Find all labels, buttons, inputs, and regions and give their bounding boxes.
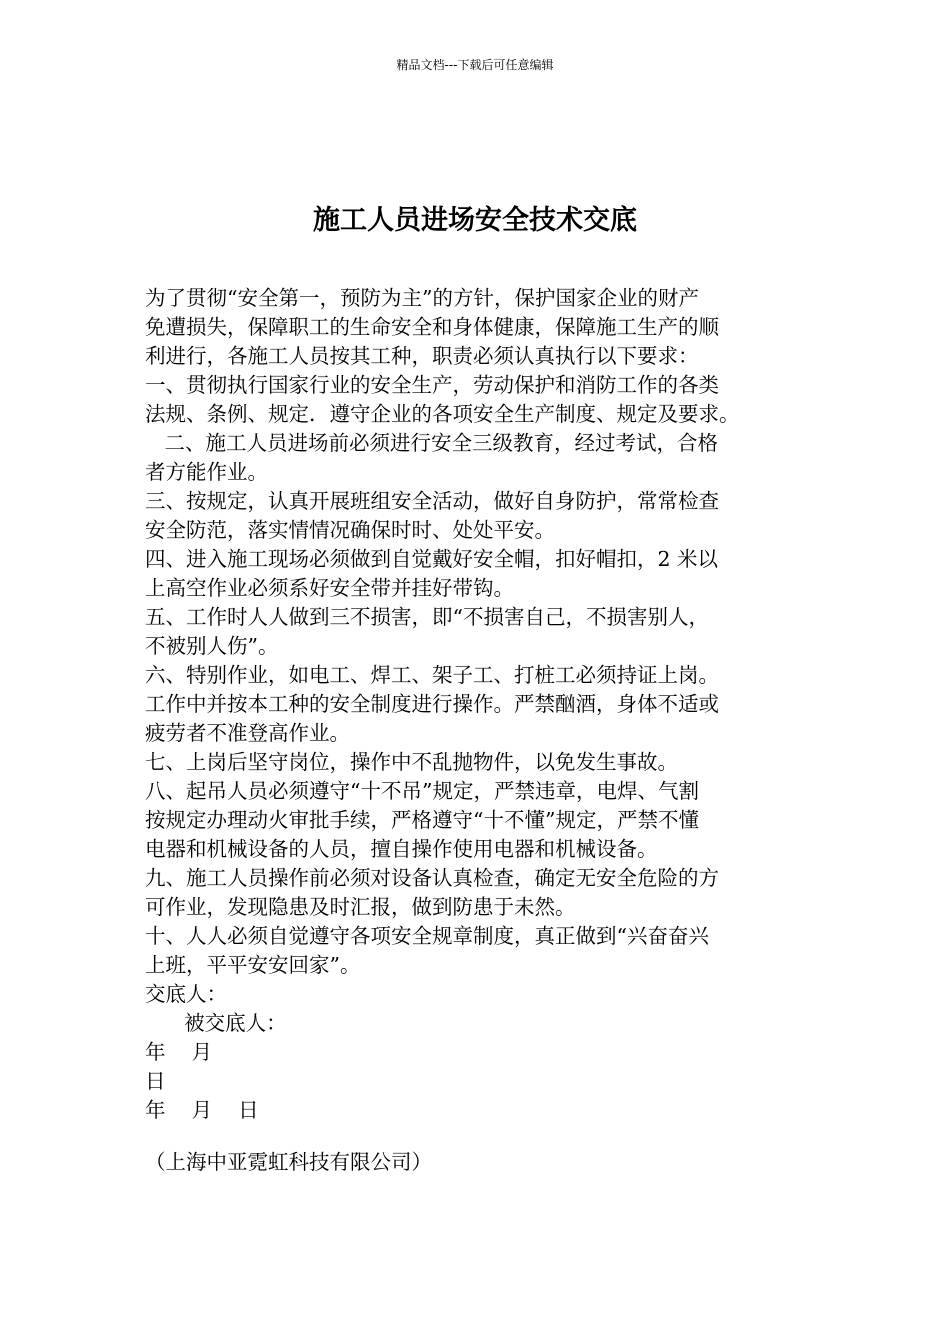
rule-6-line-1: 六、特别作业，如电工、焊工、架子工、打桩工必须持证上岗。	[145, 663, 719, 687]
date-line-1: 年 月	[145, 1040, 213, 1064]
rule-5-line-2: 不被别人伤”。	[145, 634, 279, 658]
intro-line-1: 为了贯彻“安全第一，预防为主”的方针，保护国家企业的财产	[145, 286, 699, 310]
date-line-2: 日	[145, 1069, 166, 1093]
rule-6-line-3: 疲劳者不准登高作业。	[145, 721, 350, 745]
rule-4-line-1: 四、进入施工现场必须做到自觉戴好安全帽，扣好帽扣，2 米以	[145, 547, 719, 571]
recipient-signature-label: 被交底人：	[145, 1011, 287, 1035]
rule-9-line-2: 可作业，发现隐患及时汇报，做到防患于未然。	[145, 895, 576, 919]
rule-10-line-2: 上班，平平安安回家”。	[145, 953, 361, 977]
intro-line-3: 利进行，各施工人员按其工种，职责必须认真执行以下要求：	[145, 344, 699, 368]
document-body	[145, 284, 815, 1125]
rule-7-line-1: 七、上岗后坚守岗位，操作中不乱抛物件，以免发生事故。	[145, 750, 678, 774]
rule-8-line-3: 电器和机械设备的人员，擅自操作使用电器和机械设备。	[145, 837, 658, 861]
document-title: 施工人员进场安全技术交底	[313, 205, 637, 236]
download-watermark-header: 精品文档---下载后可任意编辑	[396, 58, 554, 72]
rule-2-line-1: 二、施工人员进场前必须进行安全三级教育，经过考试，合格	[145, 431, 719, 455]
rule-3-line-2: 安全防范，落实情情况确保时时、处处平安。	[145, 518, 555, 542]
rule-3-line-1: 三、按规定，认真开展班组安全活动，做好自身防护，常常检查	[145, 489, 719, 513]
company-name: （上海中亚霓虹科技有限公司）	[145, 1150, 432, 1174]
rule-10-line-1: 十、人人必须自觉遵守各项安全规章制度，真正做到“兴奋奋兴	[145, 924, 709, 948]
rule-1-line-1: 一、贯彻执行国家行业的安全生产，劳动保护和消防工作的各类	[145, 373, 719, 397]
rule-5-line-1: 五、工作时人人做到三不损害，即“不损害自己，不损害别人，	[145, 605, 709, 629]
date-line-3: 年 月 日	[145, 1098, 259, 1122]
rule-6-line-2: 工作中并按本工种的安全制度进行操作。严禁酗酒，身体不适或	[145, 692, 719, 716]
rule-8-line-1: 八、起吊人员必须遵守“十不吊”规定，严禁违章，电焊、气割	[145, 779, 699, 803]
rule-8-line-2: 按规定办理动火审批手续，严格遵守“十不懂”规定，严禁不懂	[145, 808, 699, 832]
rule-4-line-2: 上高空作业必须系好安全带并挂好带钩。	[145, 576, 514, 600]
rule-2-line-2: 者方能作业。	[145, 460, 268, 484]
briefer-signature-label: 交底人：	[145, 982, 227, 1006]
intro-line-2: 免遭损失，保障职工的生命安全和身体健康，保障施工生产的顺	[145, 315, 719, 339]
rule-9-line-1: 九、施工人员操作前必须对设备认真检查，确定无安全危险的方	[145, 866, 719, 890]
rule-1-line-2: 法规、条例、规定．遵守企业的各项安全生产制度、规定及要求。	[145, 402, 740, 426]
